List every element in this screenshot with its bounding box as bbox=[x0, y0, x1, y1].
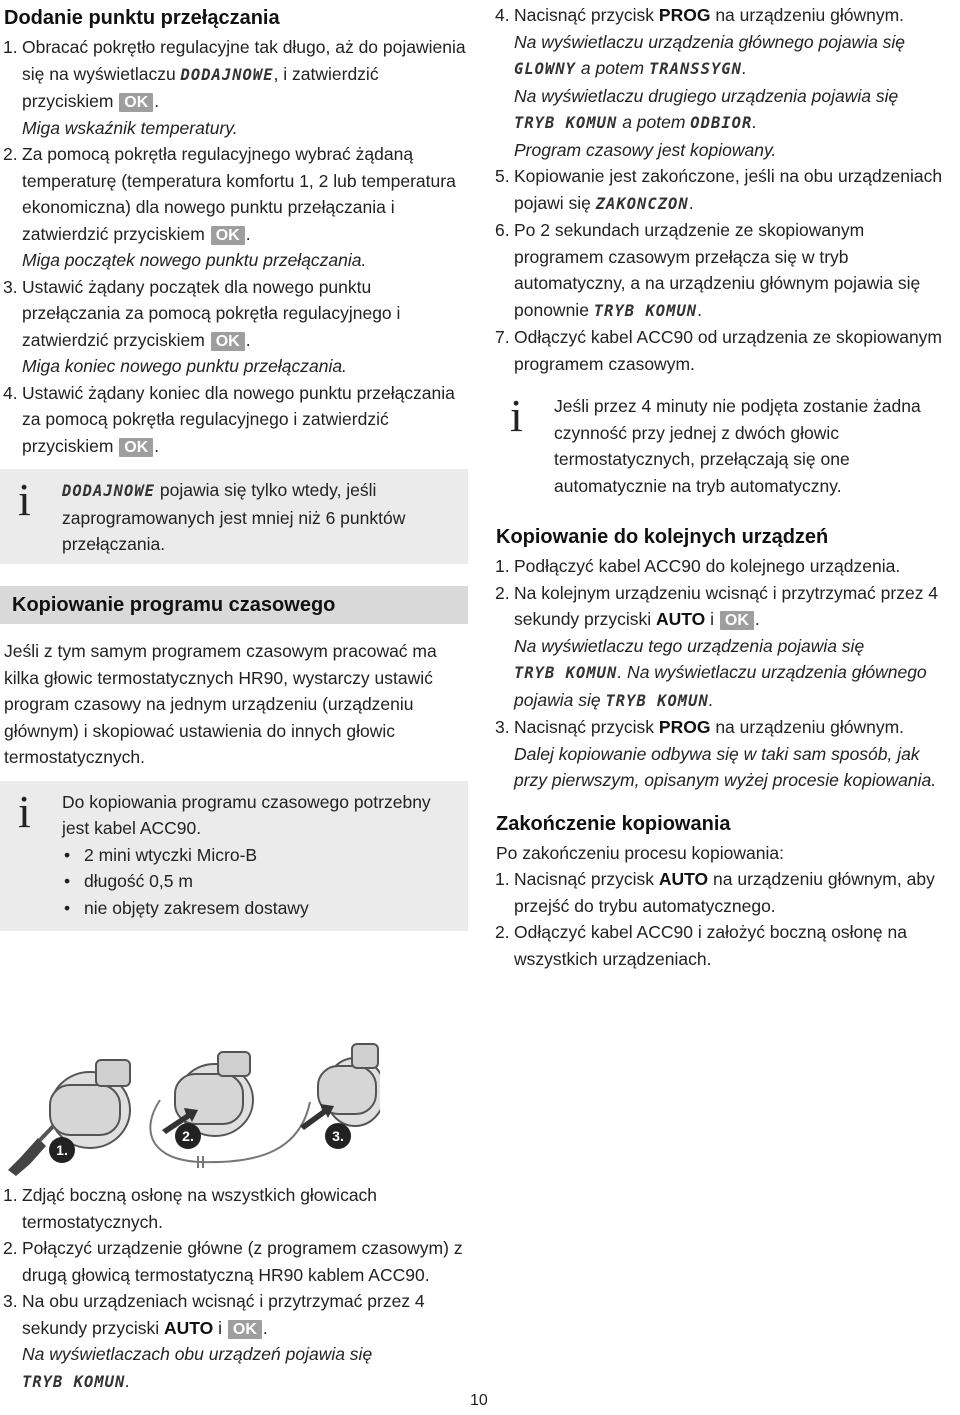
step-note: Na wyświetlaczu urządzenia głównego pojawia się GLOWNY a potem TRANSSYGN. bbox=[514, 31, 906, 78]
list-item: 3. Ustawić żądany początek dla nowego punktu przełączania za pomocą pokrętła regulacyjnego i zatwierdzić przyciskiem OK . Miga koniec nowego punktu przełączania. bbox=[0, 274, 468, 380]
list-item: • długość 0,5 m bbox=[62, 868, 454, 895]
lcd-text: GLOWNY bbox=[514, 60, 576, 78]
ok-button-icon: OK bbox=[211, 332, 245, 351]
section-title-copy-program: Kopiowanie programu czasowego bbox=[0, 586, 468, 625]
lcd-text: ODBIOR bbox=[690, 114, 753, 132]
copy-cable-illustration bbox=[0, 1030, 380, 1180]
step-note: Miga koniec nowego punktu przełączania. bbox=[22, 356, 347, 376]
step-label-2: 2. bbox=[182, 1128, 194, 1144]
list-item: 1. Obracać pokrętło regulacyjne tak długo, aż do pojawienia się na wyświetlaczu DODAJNOWE, i zatwierdzić przyciskiem OK . Miga wskaźnik temperatury. bbox=[0, 34, 468, 141]
info-icon: i bbox=[18, 474, 31, 525]
thermostat-head-icon bbox=[50, 1060, 130, 1148]
step-note: Na wyświetlaczu drugiego urządzenia pojawia się TRYB KOMUN a potem ODBIOR. bbox=[514, 85, 899, 132]
lcd-text: ZAKONCZON bbox=[595, 194, 689, 213]
section-title-add-switch-point: Dodanie punktu przełączania bbox=[4, 7, 280, 29]
section-title-copy-next: Kopiowanie do kolejnych urządzeń bbox=[496, 526, 829, 548]
list-item: 5. Kopiowanie jest zakończone, jeśli na obu urządzeniach pojawi się ZAKONCZON. bbox=[495, 166, 943, 213]
step-note: Miga wskaźnik temperatury. bbox=[22, 117, 238, 138]
lcd-text: TRYB KOMUN bbox=[514, 114, 618, 132]
step-label-1: 1. bbox=[56, 1142, 68, 1158]
finish-intro: Po zakończeniu procesu kopiowania: bbox=[496, 842, 784, 863]
finish-copy-steps bbox=[492, 866, 954, 972]
ok-button-icon: OK bbox=[211, 226, 245, 245]
info-icon: i bbox=[510, 390, 523, 441]
list-item: 7. Odłączyć kabel ACC90 od urządzenia ze skopiowanym programem czasowym. bbox=[495, 327, 942, 374]
info-box-timeout: i Jeśli przez 4 minuty nie podjęta zostanie żadna czynność przy jednej z dwóch głowic termostatycznych, przełączają się one automatycznie na tryb automatyczny. bbox=[492, 385, 954, 505]
left-column bbox=[0, 0, 468, 931]
lcd-text: DODAJNOWE bbox=[62, 482, 155, 500]
list-item: 3. Nacisnąć przycisk PROG na urządzeniu głównym. Dalej kopiowanie odbywa się w taki sam sposób, jak przy pierwszym, opisanym wyżej procesie kopiowania. bbox=[492, 714, 954, 794]
info-box-new-point: i DODAJNOWE pojawia się tylko wtedy, jeśli zaprogramowanych jest mniej niż 6 punktów przełączania. bbox=[0, 469, 468, 564]
list-item: • nie objęty zakresem dostawy bbox=[62, 895, 454, 922]
info-box-cable: i Do kopiowania programu czasowego potrzebny jest kabel ACC90. • 2 mini wtyczki Micro-B • długość 0,5 m • nie objęty zakresem dostawy bbox=[0, 781, 468, 932]
list-item: • 2 mini wtyczki Micro-B bbox=[62, 842, 454, 869]
lcd-text: TRYB KOMUN bbox=[514, 664, 618, 682]
list-item: 1. Podłączyć kabel ACC90 do kolejnego urządzenia. bbox=[495, 556, 901, 576]
copy-next-steps bbox=[492, 553, 954, 794]
list-item: 2. Na kolejnym urządzeniu wcisnąć i przytrzymać przez 4 sekundy przyciski AUTO i OK . Na wyświetlaczu tego urządzenia pojawia się TRYB KOMUN. Na wyświetlaczu urządzenia głównego pojawia się TRYB KOMUN. bbox=[492, 580, 954, 715]
ok-button-icon: OK bbox=[228, 1320, 262, 1339]
step-note: Program czasowy jest kopiowany. bbox=[514, 139, 777, 160]
list-item: 6. Po 2 sekundach urządzenie ze skopiowanym programem czasowym przełącza się w tryb automatyczny, a na urządzeniu głównym pojawia się ponownie TRYB KOMUN. bbox=[495, 220, 921, 320]
cable-bullets bbox=[62, 842, 454, 922]
list-item: 4. Ustawić żądany koniec dla nowego punktu przełączania za pomocą pokrętła regulacyjnego i zatwierdzić przyciskiem OK . bbox=[3, 382, 455, 456]
section-title-finish-copy: Zakończenie kopiowania bbox=[496, 812, 731, 835]
lcd-text: DODAJNOWE bbox=[180, 65, 274, 84]
lcd-text: TRANSSYGN bbox=[648, 60, 742, 78]
info-icon: i bbox=[18, 785, 31, 837]
bottom-steps bbox=[0, 1182, 480, 1395]
lcd-text: TRYB KOMUN bbox=[22, 1372, 126, 1391]
lcd-text: TRYB KOMUN bbox=[593, 301, 698, 320]
ok-button-icon: OK bbox=[119, 93, 153, 112]
right-column bbox=[492, 2, 954, 972]
list-item: 2. Za pomocą pokrętła regulacyjnego wybrać żądaną temperaturę (temperatura komfortu 1, 2 lub temperatura ekonomiczna) dla nowego punktu przełączania i zatwierdzić przyciskiem OK . Miga początek nowego punktu przełączania. bbox=[0, 141, 468, 274]
copy-program-paragraph: Jeśli z tym samym programem czasowym pracować ma kilka głowic termostatycznych HR90, wystarczy ustawić program czasowy na jednym urządzeniu (urządzeniu głównym) i skopiować ustawienia do innych głowic termostatycznych. bbox=[4, 641, 437, 767]
step-note: Na wyświetlaczach obu urządzeń pojawia się TRYB KOMUN. bbox=[22, 1344, 373, 1391]
page-number: 10 bbox=[470, 1392, 488, 1409]
list-item: 1. Nacisnąć przycisk AUTO na urządzeniu głównym, aby przejść do trybu automatycznego. bbox=[495, 869, 935, 916]
list-item: 2. Odłączyć kabel ACC90 i założyć boczną osłonę na wszystkich urządzeniach. bbox=[495, 922, 907, 969]
lcd-text: TRYB KOMUN bbox=[605, 691, 709, 710]
list-item: 3. Na obu urządzeniach wcisnąć i przytrzymać przez 4 sekundy przyciski AUTO i OK . Na wyświetlaczach obu urządzeń pojawia się TRYB KOMUN. bbox=[0, 1288, 480, 1395]
step-note: Dalej kopiowanie odbywa się w taki sam sposób, jak przy pierwszym, opisanym wyżej procesie kopiowania. bbox=[514, 743, 937, 790]
step-note: Miga początek nowego punktu przełączania. bbox=[22, 250, 367, 270]
add-switch-point-steps bbox=[0, 34, 468, 459]
list-item: 2. Połączyć urządzenie główne (z programem czasowym) z drugą głowicą termostatyczną HR90 kablem ACC90. bbox=[3, 1238, 463, 1285]
list-item: 1. Zdjąć boczną osłonę na wszystkich głowicach termostatycznych. bbox=[3, 1185, 378, 1232]
ok-button-icon: OK bbox=[720, 611, 754, 630]
list-item: 4. Nacisnąć przycisk PROG na urządzeniu głównym. Na wyświetlaczu urządzenia głównego pojawia się GLOWNY a potem TRANSSYGN. Na wyświetlaczu drugiego urządzenia pojawia się TRYB KOMUN a potem ODBIOR. Program czasowy jest kopiowany. bbox=[492, 2, 954, 163]
ok-button-icon: OK bbox=[119, 438, 153, 457]
step-note: Na wyświetlaczu tego urządzenia pojawia się TRYB KOMUN. Na wyświetlaczu urządzenia głównego pojawia się TRYB KOMUN. bbox=[514, 635, 927, 710]
step-label-3: 3. bbox=[332, 1128, 344, 1144]
copy-steps-continued bbox=[492, 2, 954, 377]
